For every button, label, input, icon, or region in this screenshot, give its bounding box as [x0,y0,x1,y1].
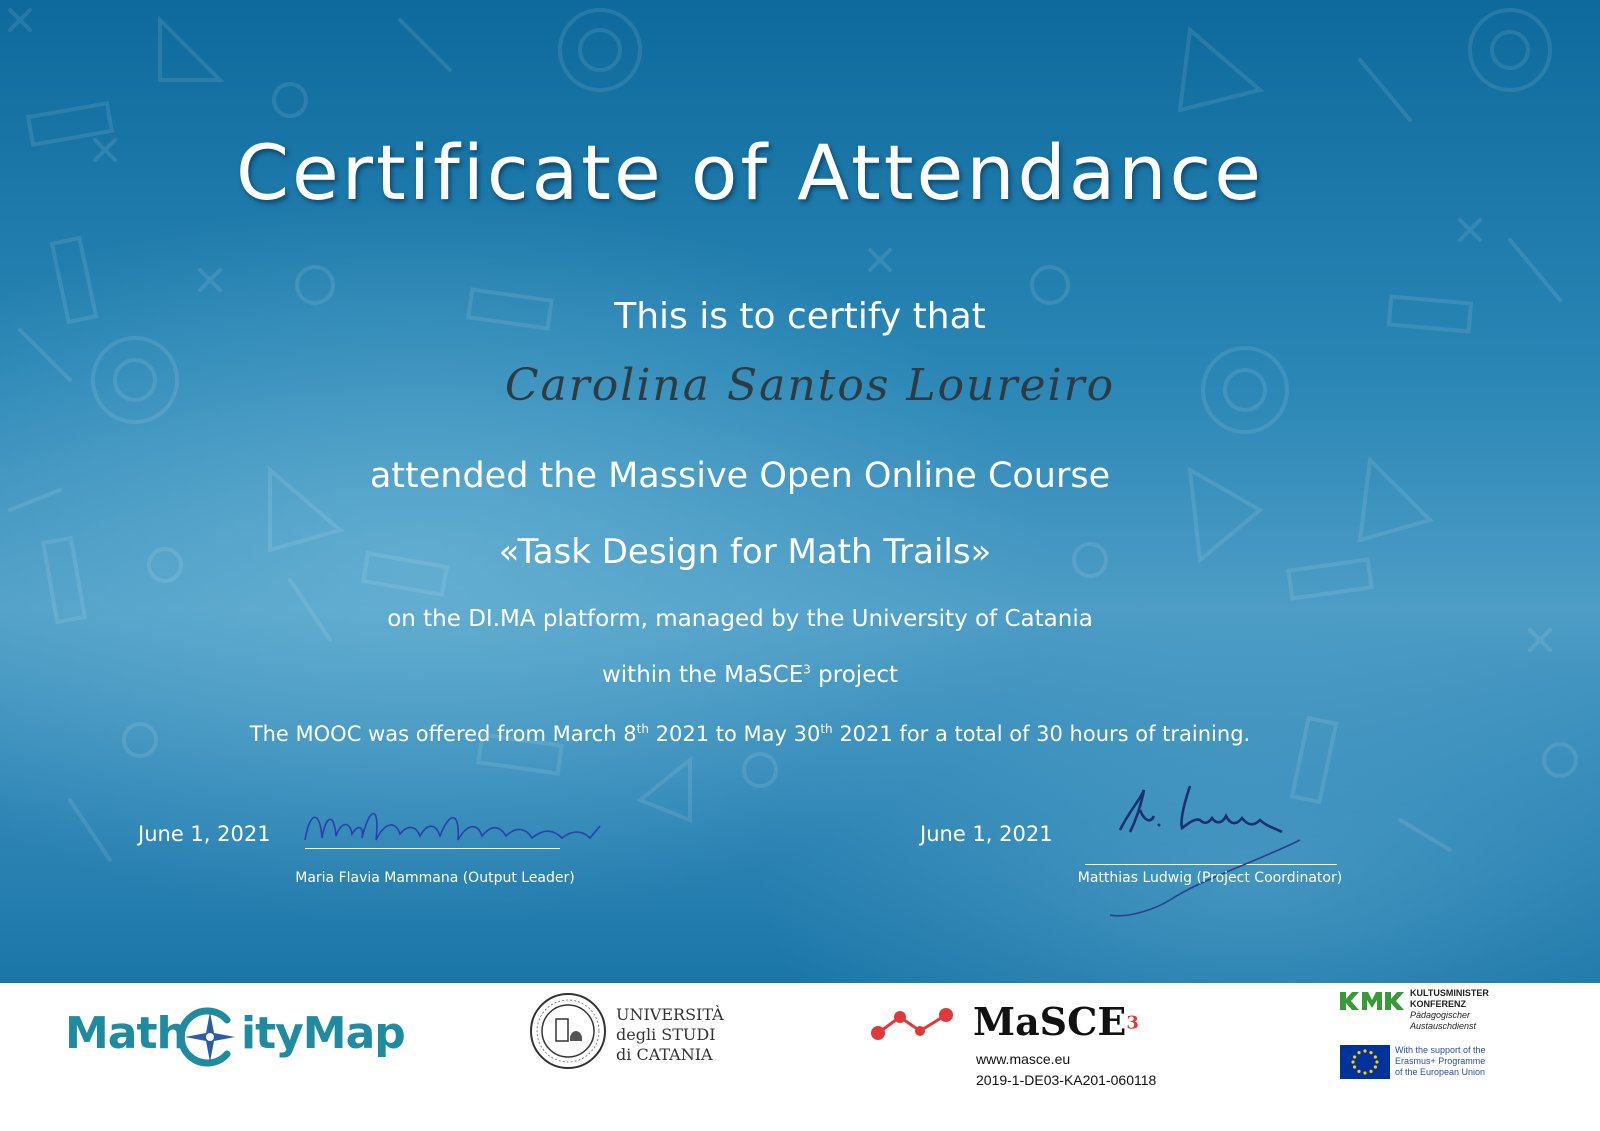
masce-wordmark [973,999,1139,1044]
certificate-title: Certificate of Attendance [235,128,1265,217]
project-prefix: within the MaSCE [601,662,804,688]
period-part1: The MOOC was offered from March 8 [249,722,637,746]
unict-line3: di CATANIA [616,1045,713,1064]
course-title: «Task Design for Math Trails» [498,532,992,572]
kmk-text [1410,988,1489,1032]
signer-name-left: Maria Flavia Mammana (Output Leader) [295,870,575,886]
masce-logo [868,993,1188,1113]
unict-line1: UNIVERSITÀ [616,1005,724,1024]
erasmus-line3: of the European Union [1395,1067,1486,1077]
kmk-icon [1340,992,1404,1010]
period-part3: 2021 for a total of 30 hours of training. [832,722,1251,746]
signature-left [300,800,620,860]
erasmus-line2: Erasmus+ Programme [1395,1056,1486,1066]
compass-icon [175,1002,245,1072]
erasmus-line1: With the support of the [1395,1045,1486,1055]
recipient-name: Carolina Santos Loureiro [504,360,1116,411]
certify-line: This is to certify that [614,296,986,337]
signature-date-left: June 1, 2021 [138,822,271,846]
platform-line: on the DI.MA platform, managed by the University of Catania [387,606,1093,632]
masce-url: www.masce.eu [976,1051,1071,1067]
kmk-erasmus-logo [1340,988,1510,1088]
signature-date-right: June 1, 2021 [920,822,1053,846]
logo-footer [0,983,1600,1131]
masce-project-id: 2019-1-DE03-KA201-060118 [976,1072,1157,1088]
course-period [200,722,1300,746]
signature-right [1110,780,1340,920]
period-part2: 2021 to May 30 [648,722,821,746]
period-sup1: th [636,722,649,736]
mathcitymap-text-right: ityMap [241,1008,405,1059]
kmk-line2: KONFERENZ [1410,999,1466,1009]
period-sup2: th [820,722,833,736]
signer-name-right: Matthias Ludwig (Project Coordinator) [1077,870,1343,886]
project-suffix: project [810,662,899,688]
kmk-line3: Pädagogischer [1410,1010,1471,1020]
kmk-line1: KULTUSMINISTER [1410,988,1489,998]
mathcitymap-text-left: Math [65,1008,187,1059]
project-line [540,662,960,688]
unict-name [616,1005,724,1065]
eu-flag-icon [1340,1045,1390,1079]
mathcitymap-logo [65,1000,405,1070]
erasmus-text [1395,1045,1486,1078]
masce-superscript: 3 [1126,1012,1139,1034]
project-superscript: 3 [803,662,811,677]
university-seal-icon [528,991,608,1071]
attended-line: attended the Massive Open Online Course [369,456,1111,496]
unict-line2: degli STUDI [616,1025,716,1044]
molecule-icon [868,1005,964,1045]
kmk-line4: Austauschdienst [1410,1021,1477,1031]
masce-name: MaSCE [973,999,1127,1044]
unict-logo [528,991,728,1071]
